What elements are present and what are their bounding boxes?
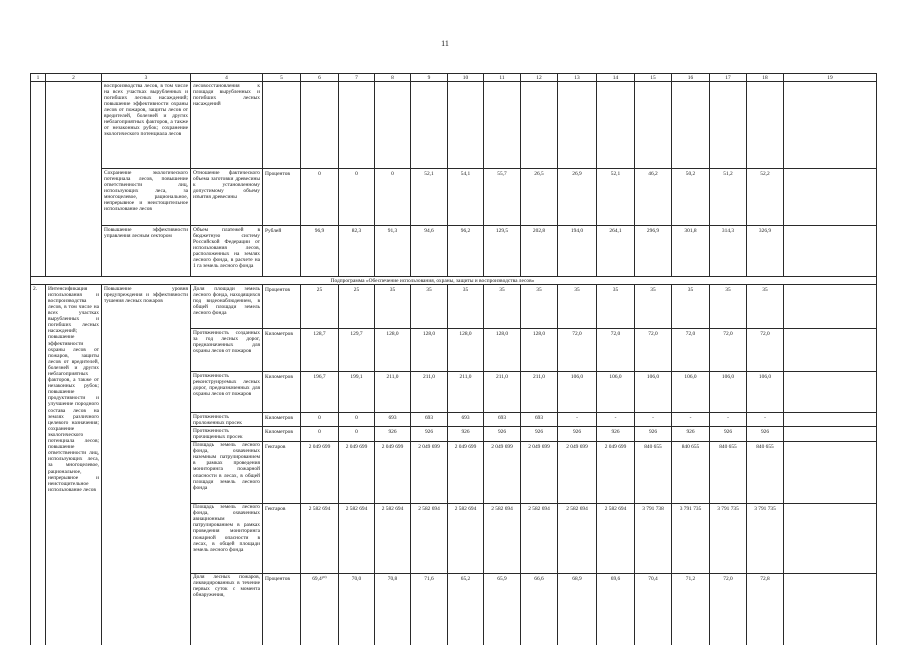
value-cell: 68,9	[558, 573, 597, 645]
indicator-cell: Протяженность созданных за год лесных дорог, предназначенных для охраны лесов от пожаров	[191, 329, 263, 372]
unit-cell: Километров	[263, 329, 301, 372]
table-row	[31, 226, 877, 277]
value-cell: 926	[448, 427, 484, 441]
value-cell: 840 655	[747, 441, 784, 503]
unit-cell: Гектаров	[263, 441, 301, 503]
goal-cell: Сохранение экологического потенциала лесов, повышение ответственности лиц, использующих леса, за многоцелевое, рациональное, непрерывное и неистощительное использование лесов	[102, 169, 191, 226]
value-cell	[411, 82, 448, 169]
value-cell: 2 049 699	[375, 441, 411, 503]
value-cell	[747, 82, 784, 169]
value-cell: 3 791 738	[635, 503, 672, 573]
value-cell	[635, 82, 672, 169]
value-cell: 35	[672, 285, 710, 329]
notes-cell	[784, 503, 877, 573]
value-cell: 72,0	[710, 573, 747, 645]
value-cell: 128,0	[375, 329, 411, 372]
value-cell: 106,0	[597, 372, 635, 413]
value-cell: 3 791 735	[672, 503, 710, 573]
value-cell: 2 049 699	[301, 441, 339, 503]
value-cell: 0	[339, 169, 375, 226]
unit-cell: Километров	[263, 372, 301, 413]
value-cell: 72,0	[747, 329, 784, 372]
value-cell: 0	[301, 413, 339, 427]
value-cell	[597, 82, 635, 169]
column-number: 6	[301, 74, 339, 82]
value-cell: 0	[301, 427, 339, 441]
column-number: 19	[784, 74, 877, 82]
table-row	[31, 285, 877, 329]
value-cell: 926	[710, 427, 747, 441]
value-cell: 194,0	[558, 226, 597, 277]
column-number: 4	[191, 74, 263, 82]
column-number: 5	[263, 74, 301, 82]
value-cell: 72,0	[710, 329, 747, 372]
value-cell: 2 049 699	[448, 441, 484, 503]
unit-cell: Процентов	[263, 169, 301, 226]
value-cell: 2 582 694	[301, 503, 339, 573]
notes-cell	[784, 441, 877, 503]
column-number: 12	[521, 74, 558, 82]
value-cell: 301,8	[672, 226, 710, 277]
value-cell: 211,0	[375, 372, 411, 413]
value-cell: 211,0	[448, 372, 484, 413]
column-number: 13	[558, 74, 597, 82]
unit-cell: Процентов	[263, 573, 301, 645]
value-cell: 94,6	[411, 226, 448, 277]
value-cell: 106,0	[635, 372, 672, 413]
value-cell	[558, 82, 597, 169]
value-cell: 128,0	[411, 329, 448, 372]
notes-cell	[784, 413, 877, 427]
column-number: 3	[102, 74, 191, 82]
value-cell: 211,0	[521, 372, 558, 413]
value-cell: 50,2	[672, 169, 710, 226]
value-cell: 72,0	[558, 329, 597, 372]
indicator-cell: Протяженность реконструируемых лесных дорог, предназначенных для охраны лесов от пожаров	[191, 372, 263, 413]
value-cell: 129,7	[339, 329, 375, 372]
value-cell: 128,0	[448, 329, 484, 372]
value-cell: 69,4¹⁰⁾	[301, 573, 339, 645]
value-cell: -	[558, 413, 597, 427]
notes-cell	[784, 573, 877, 645]
value-cell: 72,0	[597, 329, 635, 372]
value-cell: 0	[339, 427, 375, 441]
value-cell: 926	[558, 427, 597, 441]
value-cell: 693	[375, 413, 411, 427]
value-cell: 2 049 699	[411, 441, 448, 503]
value-cell: 2 582 694	[558, 503, 597, 573]
indicator-cell: Доля площади земель лесного фонда, находящихся под видеонаблюдением, в общей площади земель лесного фонда	[191, 285, 263, 329]
value-cell: 72,0	[635, 329, 672, 372]
value-cell: 840 655	[672, 441, 710, 503]
value-cell: 264,1	[597, 226, 635, 277]
value-cell: 2 582 694	[521, 503, 558, 573]
notes-cell	[784, 169, 877, 226]
value-cell: 693	[484, 413, 521, 427]
value-cell: 35	[484, 285, 521, 329]
value-cell: 296,9	[635, 226, 672, 277]
value-cell: -	[635, 413, 672, 427]
column-number: 14	[597, 74, 635, 82]
column-number: 8	[375, 74, 411, 82]
indicator-cell: Протяженность проложенных просек	[191, 413, 263, 427]
value-cell: 926	[672, 427, 710, 441]
value-cell	[484, 82, 521, 169]
value-cell: 106,0	[558, 372, 597, 413]
value-cell: 211,0	[484, 372, 521, 413]
value-cell: 35	[411, 285, 448, 329]
value-cell: 35	[597, 285, 635, 329]
value-cell: 128,0	[521, 329, 558, 372]
value-cell: 3 791 735	[747, 503, 784, 573]
table-row	[31, 82, 877, 169]
value-cell: 35	[375, 285, 411, 329]
column-number: 16	[672, 74, 710, 82]
value-cell: 46,2	[635, 169, 672, 226]
value-cell: 25	[339, 285, 375, 329]
value-cell: 840 655	[635, 441, 672, 503]
value-cell: 70,8	[375, 573, 411, 645]
notes-cell	[784, 329, 877, 372]
goal-cell: Повышение уровня предупреждения и эффективности тушения лесных пожаров	[102, 285, 191, 645]
column-number: 9	[411, 74, 448, 82]
page-number: 11	[441, 39, 449, 48]
value-cell: 926	[521, 427, 558, 441]
indicators-table	[30, 73, 877, 645]
table-row	[31, 169, 877, 226]
column-number: 10	[448, 74, 484, 82]
value-cell: 91,3	[375, 226, 411, 277]
value-cell: 35	[635, 285, 672, 329]
value-cell: 2 582 694	[448, 503, 484, 573]
value-cell: 106,0	[747, 372, 784, 413]
value-cell: 840 655	[710, 441, 747, 503]
value-cell: 0	[301, 169, 339, 226]
value-cell: 326,9	[747, 226, 784, 277]
subprogram-row	[31, 277, 877, 285]
task-cell	[46, 82, 102, 277]
value-cell: 26,5	[521, 169, 558, 226]
value-cell: -	[672, 413, 710, 427]
value-cell	[375, 82, 411, 169]
indicator-cell: лесовосстановления к площади вырубленных и погибших лесных насаждений	[191, 82, 263, 169]
column-number-row	[31, 74, 877, 82]
value-cell: 2 049 699	[339, 441, 375, 503]
value-cell: 926	[484, 427, 521, 441]
value-cell: 199,1	[339, 372, 375, 413]
value-cell: 2 049 699	[484, 441, 521, 503]
subprogram-title: Подпрограмма «Обеспечение использования, охраны, защиты и воспроизводства лесов»	[31, 277, 877, 285]
indicator-cell: Протяженность прочищенных просек	[191, 427, 263, 441]
value-cell	[339, 82, 375, 169]
value-cell: 54,1	[448, 169, 484, 226]
value-cell: 693	[411, 413, 448, 427]
goal-cell: Повышение эффективности управления лесным сектором	[102, 226, 191, 277]
value-cell: 2 049 699	[558, 441, 597, 503]
value-cell	[448, 82, 484, 169]
value-cell	[521, 82, 558, 169]
value-cell: 35	[448, 285, 484, 329]
unit-cell: Гектаров	[263, 503, 301, 573]
value-cell: 72,8	[747, 573, 784, 645]
column-number: 11	[484, 74, 521, 82]
value-cell: 926	[411, 427, 448, 441]
value-cell: 926	[597, 427, 635, 441]
value-cell: 66,6	[521, 573, 558, 645]
value-cell: 128,7	[301, 329, 339, 372]
value-cell	[710, 82, 747, 169]
notes-cell	[784, 226, 877, 277]
value-cell: 2 582 694	[597, 503, 635, 573]
value-cell: 71,6	[411, 573, 448, 645]
value-cell: 69,6	[597, 573, 635, 645]
value-cell: 926	[747, 427, 784, 441]
value-cell: 3 791 735	[710, 503, 747, 573]
row-number-cell	[31, 82, 46, 277]
value-cell: 51,2	[710, 169, 747, 226]
column-number: 1	[31, 74, 46, 82]
value-cell: 35	[521, 285, 558, 329]
notes-cell	[784, 285, 877, 329]
value-cell: 0	[375, 169, 411, 226]
value-cell: 26,9	[558, 169, 597, 226]
value-cell: 196,7	[301, 372, 339, 413]
value-cell: 0	[339, 413, 375, 427]
value-cell: 2 049 699	[597, 441, 635, 503]
column-number: 15	[635, 74, 672, 82]
unit-cell: Процентов	[263, 285, 301, 329]
value-cell: 35	[747, 285, 784, 329]
value-cell: 693	[521, 413, 558, 427]
value-cell: 55,7	[484, 169, 521, 226]
unit-cell: Километров	[263, 413, 301, 427]
value-cell: -	[747, 413, 784, 427]
value-cell: 35	[710, 285, 747, 329]
value-cell: 106,0	[710, 372, 747, 413]
unit-cell: Рублей	[263, 226, 301, 277]
column-number: 7	[339, 74, 375, 82]
column-number: 2	[46, 74, 102, 82]
value-cell: 211,0	[411, 372, 448, 413]
value-cell: 2 049 699	[521, 441, 558, 503]
value-cell	[301, 82, 339, 169]
unit-cell: Километров	[263, 427, 301, 441]
value-cell: 35	[558, 285, 597, 329]
notes-cell	[784, 82, 877, 169]
value-cell: 25	[301, 285, 339, 329]
value-cell: 52,1	[411, 169, 448, 226]
value-cell: 82,3	[339, 226, 375, 277]
notes-cell	[784, 427, 877, 441]
column-number: 17	[710, 74, 747, 82]
value-cell: 52,1	[597, 169, 635, 226]
value-cell: 926	[375, 427, 411, 441]
value-cell: -	[710, 413, 747, 427]
value-cell: 52,2	[747, 169, 784, 226]
value-cell: 926	[635, 427, 672, 441]
value-cell: 2 582 694	[339, 503, 375, 573]
indicator-cell: Объем платежей в бюджетную систему Российской Федерации от использования лесов, расположенных на землях лесного фонда, в расчете на 1 га земель лесного фонда	[191, 226, 263, 277]
value-cell	[672, 82, 710, 169]
indicator-cell: Доля лесных пожаров, ликвидированных в течение первых суток с момента обнаружения,	[191, 573, 263, 645]
value-cell: 72,0	[672, 329, 710, 372]
notes-cell	[784, 372, 877, 413]
value-cell: 71,2	[672, 573, 710, 645]
value-cell: 2 582 694	[375, 503, 411, 573]
value-cell: 96,9	[301, 226, 339, 277]
value-cell: 693	[448, 413, 484, 427]
indicator-cell: Площадь земель лесного фонда, охваченных авиационным патрулированием в рамках проведения мониторинга пожарной опасности в лесах, в общей площади земель лесного фонда	[191, 503, 263, 573]
value-cell: 65,9	[484, 573, 521, 645]
value-cell: 2 582 694	[484, 503, 521, 573]
row-number-cell: 2.	[31, 285, 46, 645]
value-cell: 202,8	[521, 226, 558, 277]
indicator-cell: Площадь земель лесного фонда, охваченных наземным патрулированием в рамках проведения мониторинга пожарной опасности в лесах, в общей площади земель лесного фонда	[191, 441, 263, 503]
value-cell: 129,5	[484, 226, 521, 277]
value-cell: 128,0	[484, 329, 521, 372]
value-cell: 70,4	[635, 573, 672, 645]
value-cell: 70,0	[339, 573, 375, 645]
value-cell: 2 582 694	[411, 503, 448, 573]
indicator-cell: Отношение фактического объема заготовки древесины к установленному допустимому объему изъятия древесины	[191, 169, 263, 226]
goal-cell: воспроизводства лесов, в том числе на всех участках вырубленных и погибших лесных насаждений; повышение эффективности охраны лесов от пожаров, защиты лесов от вредителей, болезней и других неблагоприятных факторов, а также от незаконных рубок; сохранение экологического потенциала лесов	[102, 82, 191, 169]
value-cell: 96,2	[448, 226, 484, 277]
value-cell: 106,0	[672, 372, 710, 413]
task-cell: Интенсификация использования и воспроизводства лесов, в том числе на всех участках вырубленных и погибших лесных насаждений; повышение эффективности охраны лесов от пожаров, защиты лесов от вредителей, болезней и других неблагоприятных факторов, а также от незаконных рубок; повышение продуктивности и улучшение породного состава лесов на землях различного целевого назначения; сохранение экологического потенциала лесов; повышение ответственности лиц, использующих леса, за многоцелевое, рациональное, непрерывное и неистощительное использование лесов	[46, 285, 102, 645]
value-cell: 314,3	[710, 226, 747, 277]
unit-cell	[263, 82, 301, 169]
column-number: 18	[747, 74, 784, 82]
value-cell: -	[597, 413, 635, 427]
value-cell: 65,2	[448, 573, 484, 645]
